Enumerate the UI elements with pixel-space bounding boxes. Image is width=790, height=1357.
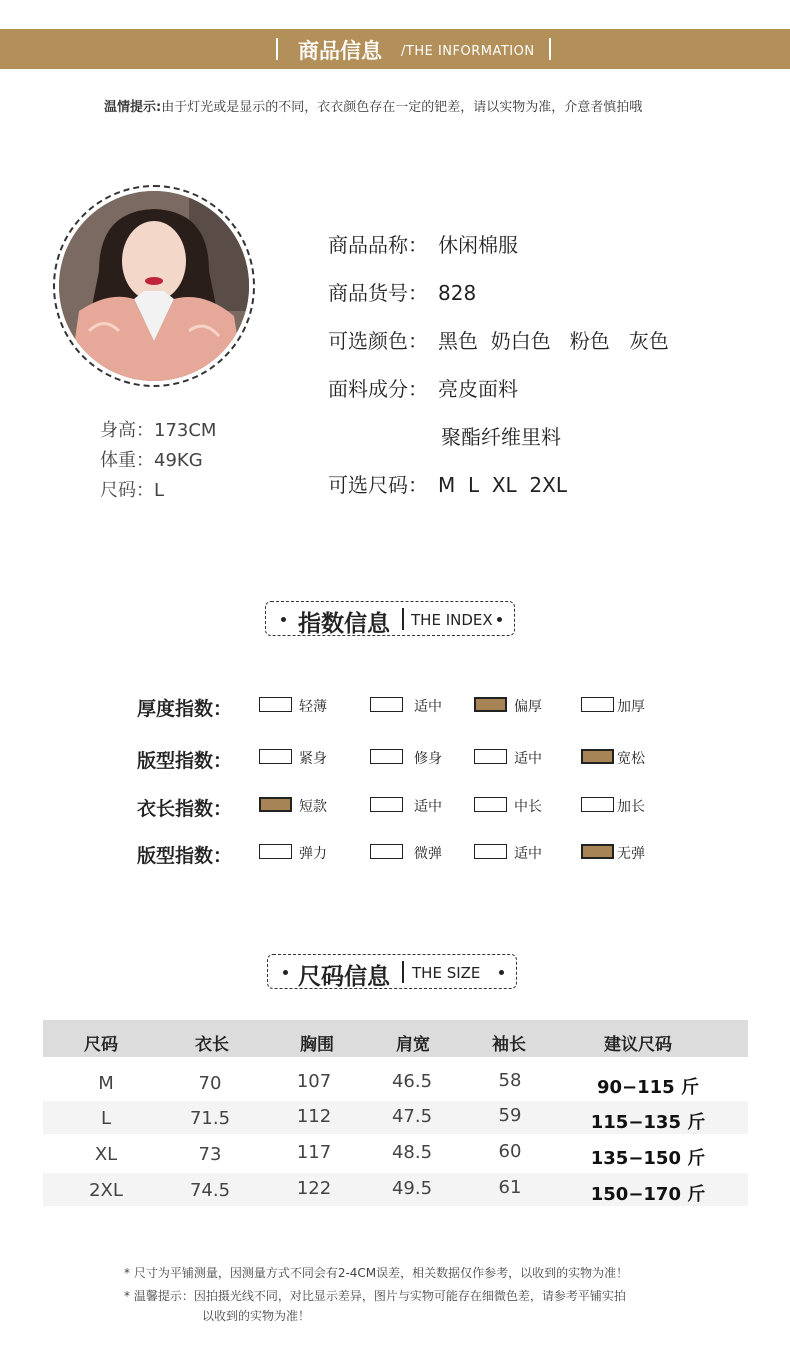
- size-table-row: [43, 1066, 748, 1099]
- index-section-heading: [265, 601, 515, 636]
- index-checkbox: [581, 697, 614, 712]
- header-banner: [0, 29, 790, 69]
- notice-label: 温情提示:: [104, 100, 162, 115]
- size-table-header: [43, 1020, 748, 1057]
- size-cell: 48.5: [391, 1142, 433, 1163]
- size-cell: 60: [498, 1141, 522, 1162]
- size-cell: 71.5: [189, 1108, 231, 1129]
- index-heading-dot-left: [281, 617, 286, 622]
- index-checkbox: [474, 797, 507, 812]
- index-checkbox: [259, 697, 292, 712]
- product-colors: 黑色 奶白色 粉色 灰色: [438, 329, 669, 353]
- size-cell: 73: [198, 1144, 222, 1165]
- index-option-label: 适中: [414, 799, 442, 815]
- size-cell: L: [100, 1108, 112, 1129]
- product-name-label: 商品品称：: [328, 233, 428, 257]
- index-row-label: 衣长指数：: [137, 798, 233, 820]
- model-weight: 体重：49KG: [100, 450, 203, 471]
- index-option-label: 宽松: [617, 751, 645, 767]
- size-header-cell: 袖长: [492, 1035, 526, 1055]
- size-cell: 49.5: [391, 1178, 433, 1199]
- index-option-label: 弹力: [299, 846, 327, 862]
- model-photo: [59, 191, 249, 381]
- size-cell: 61: [498, 1177, 522, 1198]
- footnote-color-warning: * 温馨提示：因拍摄光线不同，对比显示差异，图片与实物可能存在细微色差，请参考平铺实拍: [124, 1289, 626, 1303]
- product-fabric-row: [328, 373, 518, 402]
- product-name: 休闲棉服: [438, 233, 518, 257]
- size-header-cell: 建议尺码: [604, 1035, 672, 1055]
- index-checkbox-selected: [581, 844, 614, 859]
- size-cell: 59: [498, 1105, 522, 1126]
- index-checkbox-selected: [259, 797, 292, 812]
- size-heading-dot-left: [283, 970, 288, 975]
- index-row-label: 版型指数：: [137, 750, 233, 772]
- header-divider-left: [276, 38, 278, 60]
- product-name-row: [328, 229, 518, 258]
- size-cell: 135−150 斤: [590, 1148, 706, 1169]
- size-header-cell: 尺码: [84, 1035, 118, 1055]
- index-checkbox: [370, 697, 403, 712]
- size-cell: 90−115 斤: [597, 1077, 699, 1098]
- index-checkbox: [581, 797, 614, 812]
- notice: [104, 96, 642, 115]
- size-header-cell: 衣长: [195, 1035, 229, 1055]
- index-option-label: 中长: [514, 799, 542, 815]
- product-colors-row: [328, 325, 669, 354]
- product-sizes-row: [328, 469, 567, 498]
- size-cell: 107: [296, 1071, 332, 1092]
- header-divider-right: [549, 38, 551, 60]
- index-section-title: 指数信息: [298, 611, 390, 637]
- header-title: 商品信息: [298, 39, 382, 63]
- size-cell: 112: [296, 1106, 332, 1127]
- size-header-cell: 肩宽: [396, 1035, 430, 1055]
- product-sku-row: [328, 277, 476, 306]
- size-heading-dot-right: [499, 970, 504, 975]
- index-checkbox: [259, 844, 292, 859]
- size-cell: 115−135 斤: [590, 1112, 706, 1133]
- size-cell: 47.5: [391, 1106, 433, 1127]
- size-cell: 74.5: [189, 1180, 231, 1201]
- product-colors-label: 可选颜色：: [328, 329, 428, 353]
- product-lining: 聚酯纤维里料: [441, 425, 561, 449]
- size-cell: 150−170 斤: [590, 1184, 706, 1205]
- index-checkbox: [474, 844, 507, 859]
- footnote-measurement: * 尺寸为平铺测量，因测量方式不同会有2-4CM误差，相关数据仅作参考，以收到的实物为准！: [124, 1266, 629, 1280]
- size-cell: 70: [198, 1073, 222, 1094]
- index-option-label: 短款: [299, 799, 327, 815]
- size-cell: 46.5: [391, 1071, 433, 1092]
- index-heading-dot-right: [497, 617, 502, 622]
- size-section-subtitle: THE SIZE: [412, 964, 481, 982]
- index-option-label: 无弹: [617, 846, 645, 862]
- index-option-label: 轻薄: [299, 699, 327, 715]
- index-row-label: 版型指数：: [137, 845, 233, 867]
- product-sku: 828: [438, 281, 477, 305]
- size-table-row: [43, 1137, 748, 1170]
- model-size: 尺码：L: [100, 480, 165, 501]
- size-table-row: [43, 1101, 748, 1134]
- index-option-label: 修身: [414, 751, 442, 767]
- size-table-row: [43, 1173, 748, 1206]
- index-option-label: 微弹: [414, 846, 442, 862]
- size-cell: M: [98, 1073, 114, 1094]
- product-fabric: 亮皮面料: [438, 377, 518, 401]
- index-option-label: 紧身: [299, 751, 327, 767]
- footnote-color-warning-cont: 以收到的实物为准！: [202, 1309, 311, 1323]
- index-checkbox: [370, 844, 403, 859]
- index-option-label: 加厚: [617, 699, 645, 715]
- size-header-cell: 胸围: [300, 1035, 334, 1055]
- size-cell: 122: [296, 1178, 332, 1199]
- size-cell: XL: [94, 1144, 118, 1165]
- model-photo-illustration: [59, 191, 249, 381]
- index-option-label: 适中: [514, 846, 542, 862]
- product-sizes: M L XL 2XL: [438, 473, 567, 497]
- size-cell: 58: [498, 1070, 522, 1091]
- size-section-title: 尺码信息: [298, 964, 390, 990]
- index-checkbox-selected: [581, 749, 614, 764]
- index-checkbox: [370, 797, 403, 812]
- index-option-label: 适中: [514, 751, 542, 767]
- index-checkbox: [474, 749, 507, 764]
- size-cell: 2XL: [89, 1180, 123, 1201]
- product-sku-label: 商品货号：: [328, 281, 428, 305]
- product-sizes-label: 可选尺码：: [328, 473, 428, 497]
- model-height: 身高：173CM: [100, 420, 217, 441]
- index-row-label: 厚度指数：: [137, 698, 233, 720]
- index-checkbox: [259, 749, 292, 764]
- size-section-heading: [267, 954, 517, 989]
- index-option-label: 适中: [414, 699, 442, 715]
- index-checkbox-selected: [474, 697, 507, 712]
- index-section-subtitle: THE INDEX: [411, 611, 493, 629]
- index-option-label: 加长: [617, 799, 645, 815]
- index-option-label: 偏厚: [514, 699, 542, 715]
- index-checkbox: [370, 749, 403, 764]
- index-section-divider: [402, 608, 404, 630]
- size-cell: 117: [296, 1142, 332, 1163]
- header-subtitle: /THE INFORMATION: [401, 44, 535, 59]
- size-section-divider: [402, 961, 404, 983]
- product-fabric-label: 面料成分：: [328, 377, 428, 401]
- notice-text: 由于灯光或是显示的不同，衣衣颜色存在一定的钯差，请以实物为准，介意者慎拍哦: [161, 100, 643, 115]
